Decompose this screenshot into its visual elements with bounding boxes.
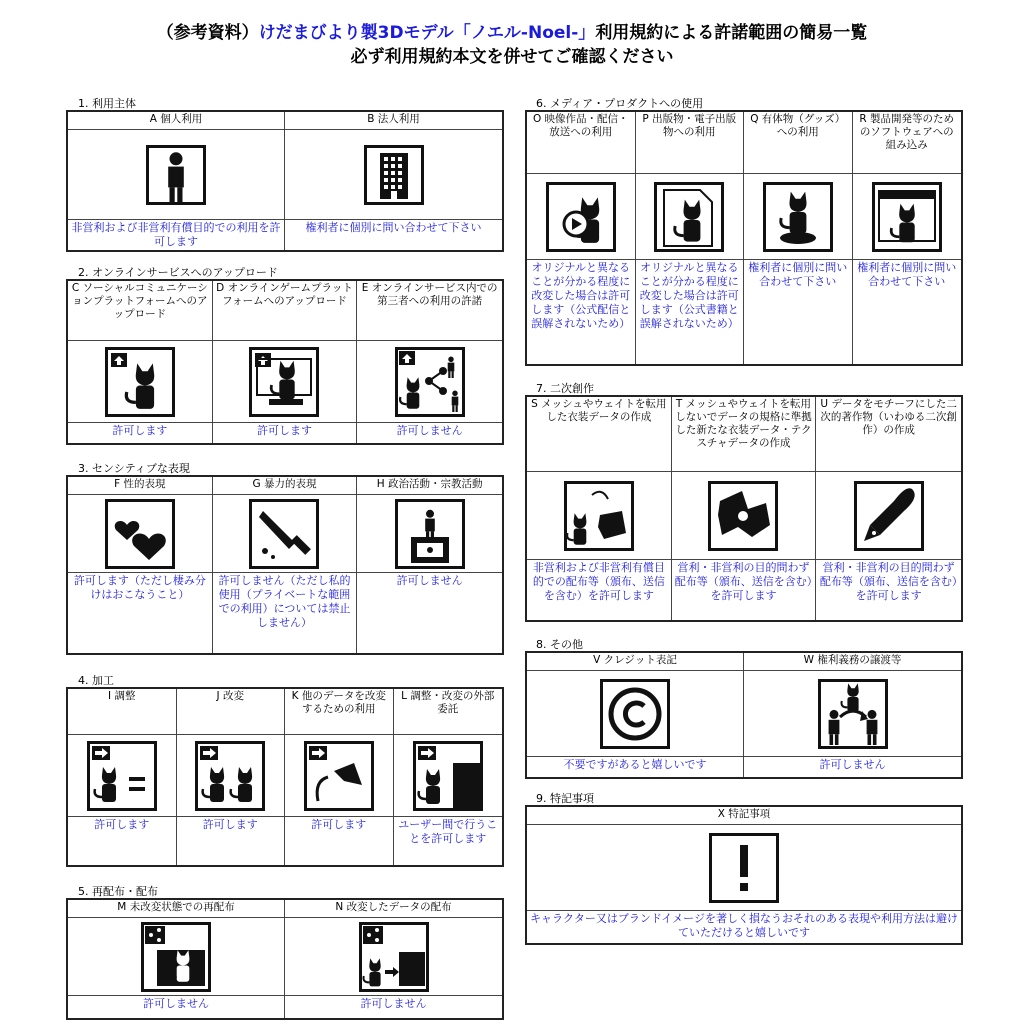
item-header: H 政治活動・宗教活動 [357,477,502,495]
pen-nib-icon [816,472,961,560]
item-header: Q 有体物（グッズ）への利用 [744,112,852,174]
item-permission: 許可しません [396,574,463,587]
title-suffix: 利用規約による許諾範囲の簡易一覧 [595,23,868,43]
item-permission: 許可しません [143,997,209,1010]
item-permission: 営利・非営利の目的問わず配布等（頒布、送信を含む）を許可します [819,561,958,602]
section-title-s6: 6. メディア・プロダクトへの使用 [536,97,704,110]
page-title-line1 [0,18,1024,43]
item-header: C ソーシャルコミュニケーションプラットフォームへのアップロード [68,281,212,341]
section-title-s2: 2. オンラインサービスへのアップロード [78,266,278,279]
item-permission: 許可しません [819,758,886,771]
video-icon [527,174,635,260]
podium-icon [357,495,502,573]
item-permission: ユーザー間で行うことを許可します [398,818,498,845]
item-permission: 非営利および非営利有償目的での配布等（頒布、送信を含む）を許可します [532,561,665,602]
item-header: D オンラインゲームプラットフォームへのアップロード [213,281,357,341]
item-header: K 他のデータを改変するための利用 [285,689,393,735]
distribute-modified-icon [285,918,502,996]
outsource-icon [394,735,503,817]
license-item [285,900,502,1018]
license-item [285,689,394,865]
section-title-s9: 9. 特記事項 [536,792,594,805]
item-permission: 許可します [311,818,367,831]
license-item [816,397,961,620]
section-title-s1: 1. 利用主体 [78,97,136,110]
item-header: W 権利義務の譲渡等 [744,653,961,671]
item-permission: 権利者に個別に問い合わせて下さい [748,261,848,288]
item-permission: 許可しません（ただし私的使用（プライベートな範囲での利用）については禁止しません） [218,574,351,629]
license-item [68,689,177,865]
share-third-party-icon [357,341,502,423]
item-permission: 不要ですがあると嬉しいです [563,758,707,771]
license-item [68,477,213,653]
item-permission: 許可します（ただし棲み分けはおこなうこと） [73,574,206,601]
item-header: E オンラインサービス内での第三者への利用の許諾 [357,281,502,341]
item-header: X 特記事項 [527,807,961,825]
exclamation-icon [527,825,961,911]
section-table-s2 [66,279,504,445]
copyright-icon [527,671,743,757]
section-table-s6 [525,110,963,366]
item-permission: 権利者に個別に問い合わせて下さい [305,221,482,234]
costume-icon [527,472,671,560]
other-data-icon [285,735,393,817]
item-header: I 調整 [68,689,176,735]
person-icon [68,130,284,220]
license-item [357,477,502,653]
license-item [527,112,636,364]
item-permission: 権利者に個別に問い合わせて下さい [857,261,957,288]
item-permission: 許可します [94,818,150,831]
hearts-icon [68,495,212,573]
item-header: N 改変したデータの配布 [285,900,502,918]
license-item [636,112,745,364]
software-icon [853,174,962,260]
item-header: J 改変 [177,689,285,735]
license-item [394,689,503,865]
section-title-s5: 5. 再配布・配布 [78,885,158,898]
title-prefix: （参考資料） [156,23,259,43]
item-header: V クレジット表記 [527,653,743,671]
license-item [68,900,285,1018]
license-item [527,397,672,620]
license-item [213,281,358,443]
license-item [285,112,502,250]
license-item [527,807,961,943]
section-table-s7 [525,395,963,622]
item-permission: 許可します [202,818,258,831]
section-table-s3 [66,475,504,655]
section-table-s1 [66,110,504,252]
section-title-s3: 3. センシティブな表現 [78,462,190,475]
item-permission: キャラクター又はブランドイメージを著しく損なうおそれのある表現や利用方法は避けていただけると嬉しいです [530,912,958,939]
item-header: G 暴力的表現 [213,477,357,495]
item-header: F 性的表現 [68,477,212,495]
license-item [672,397,817,620]
license-item [177,689,286,865]
license-item [213,477,358,653]
license-item [853,112,962,364]
item-header: B 法人利用 [285,112,502,130]
section-table-s4 [66,687,504,867]
item-permission: 営利・非営利の目的問わず配布等（頒布、送信を含む）を許可します [674,561,813,602]
item-permission: 許可します [112,424,168,437]
license-item [527,653,744,777]
figure-icon [744,174,852,260]
item-header: O 映像作品・配信・放送への利用 [527,112,635,174]
item-header: U データをモチーフにした二次的著作物（いわゆる二次創作）の作成 [816,397,961,472]
item-header: S メッシュやウェイトを転用した衣装データの作成 [527,397,671,472]
item-header: A 個人利用 [68,112,284,130]
transfer-icon [744,671,961,757]
section-title-s7: 7. 二次創作 [536,382,594,395]
section-table-s5 [66,898,504,1020]
item-header: R 製品開発等のためのソフトウェアへの組み込み [853,112,962,174]
item-header: L 調整・改変の外部委託 [394,689,503,735]
item-permission: オリジナルと異なることが分かる程度に改変した場合は許可します（公式配信と誤解されないため） [531,261,631,330]
section-table-s9 [525,805,963,945]
publication-icon [636,174,744,260]
license-item [357,281,502,443]
title-model-name: けだまびより製3Dモデル「ノエル-Noel-」 [258,23,596,43]
license-item [68,281,213,443]
license-item [744,653,961,777]
license-item [68,112,285,250]
redistribute-icon [68,918,284,996]
building-icon [285,130,502,220]
section-title-s4: 4. 加工 [78,674,114,687]
item-permission: 許可しません [396,424,463,437]
knife-icon [213,495,357,573]
item-permission: 非営利および非営利有償目的での利用を許可します [71,221,281,248]
upload-social-icon [68,341,212,423]
cloth-icon [672,472,816,560]
item-header: T メッシュやウェイトを転用しないでデータの規格に準拠した新たな衣装データ・テクスチャデータの作成 [672,397,816,472]
item-permission: 許可しません [360,997,427,1010]
item-header: M 未改変状態での再配布 [68,900,284,918]
license-item [744,112,853,364]
page-title-line2: 必ず利用規約本文を併せてご確認ください [350,47,674,67]
item-permission: オリジナルと異なることが分かる程度に改変した場合は許可します（公式書籍と誤解されないため） [639,261,739,330]
section-table-s8 [525,651,963,779]
upload-game-icon [213,341,357,423]
item-permission: 許可します [256,424,312,437]
section-title-s8: 8. その他 [536,638,583,651]
modify-icon [177,735,285,817]
adjust-icon [68,735,176,817]
item-header: P 出版物・電子出版物への利用 [636,112,744,174]
